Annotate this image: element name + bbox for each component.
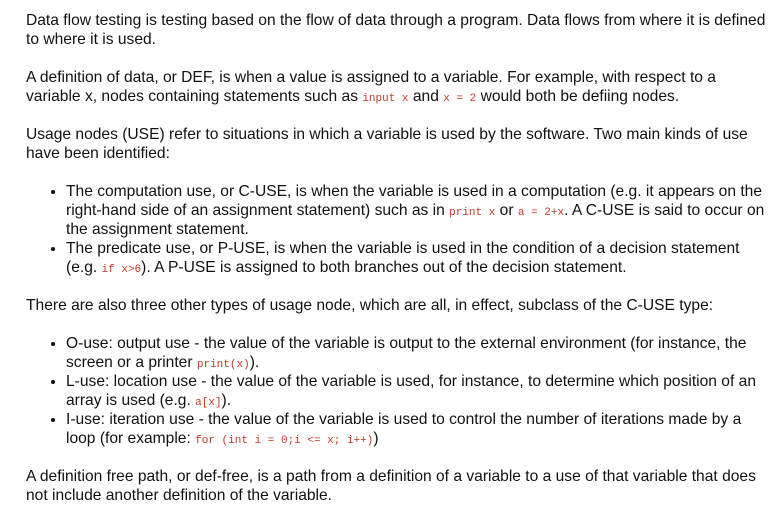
text-segment: L-use: location use - the value of the variable is used, for instance, to determine which position of an array is used (e.g.	[66, 373, 756, 409]
paragraph-usage-nodes	[26, 125, 767, 163]
text-segment: ).	[249, 354, 260, 371]
list-other-use-types	[26, 334, 767, 448]
list-item-p-use	[66, 239, 767, 277]
text-segment: I-use: iteration use - the value of the variable is used to control the number of iterations made by a loop (for example:	[66, 411, 742, 447]
paragraph-text: A definition free path, or def-free, is a path from a definition of a variable to a use of that variable that does not include another definition of the variable.	[26, 468, 756, 504]
paragraph-data-flow-testing	[26, 11, 767, 49]
code-a-equals-2-plus-x: a = 2+x	[517, 207, 565, 219]
code-print-x-call: print(x)	[196, 359, 250, 371]
code-input-x: input x	[362, 93, 409, 105]
list-item-o-use	[66, 334, 767, 372]
list-item-l-use	[66, 372, 767, 410]
text-segment: O-use: output use - the value of the variable is output to the external environment (for instance, the screen or a printer	[66, 335, 747, 371]
text-segment: . A C-USE is said to occur on the assignment statement.	[66, 202, 765, 238]
text-segment: or	[495, 202, 518, 219]
code-for-loop: for (int i = 0;i <= x; i++)	[195, 435, 374, 447]
list-use-kinds	[26, 182, 767, 277]
text-segment: The predicate use, or P-USE, is when the variable is used in the condition of a decision statement (e.g.	[66, 240, 740, 276]
list-item-i-use	[66, 410, 767, 448]
code-print-x: print x	[449, 207, 496, 219]
text-segment: and	[408, 88, 444, 105]
paragraph-def-free-path	[26, 467, 767, 505]
code-x-equals-2: x = 2	[443, 93, 477, 105]
text-segment: ). A P-USE is assigned to both branches out of the decision statement.	[141, 259, 627, 276]
code-if-x-gt-6: if x>6	[101, 264, 142, 276]
paragraph-text: There are also three other types of usage node, which are all, in effect, subclass of the C-USE type:	[26, 297, 714, 314]
text-segment: A definition of data, or DEF, is when a value is assigned to a variable. For example, with respect to a variable x, nodes containing statements such as	[26, 69, 716, 105]
text-segment: would both be defiing nodes.	[476, 88, 680, 105]
text-segment: The computation use, or C-USE, is when the variable is used in a computation (e.g. it appears on the right-hand side of an assignment statement) such as in	[66, 183, 763, 219]
paragraph-definition-def	[26, 68, 767, 106]
paragraph-text: Usage nodes (USE) refer to situations in which a variable is used by the software. Two main kinds of use have been identified:	[26, 126, 748, 162]
code-a-index-x: a[x]	[195, 397, 222, 409]
list-item-c-use	[66, 182, 767, 239]
paragraph-text: Data flow testing is testing based on the flow of data through a program. Data flows from where it is defined to where it is used.	[26, 12, 766, 48]
paragraph-other-usage-types	[26, 296, 767, 315]
text-segment: )	[373, 430, 379, 447]
text-segment: ).	[221, 392, 232, 409]
